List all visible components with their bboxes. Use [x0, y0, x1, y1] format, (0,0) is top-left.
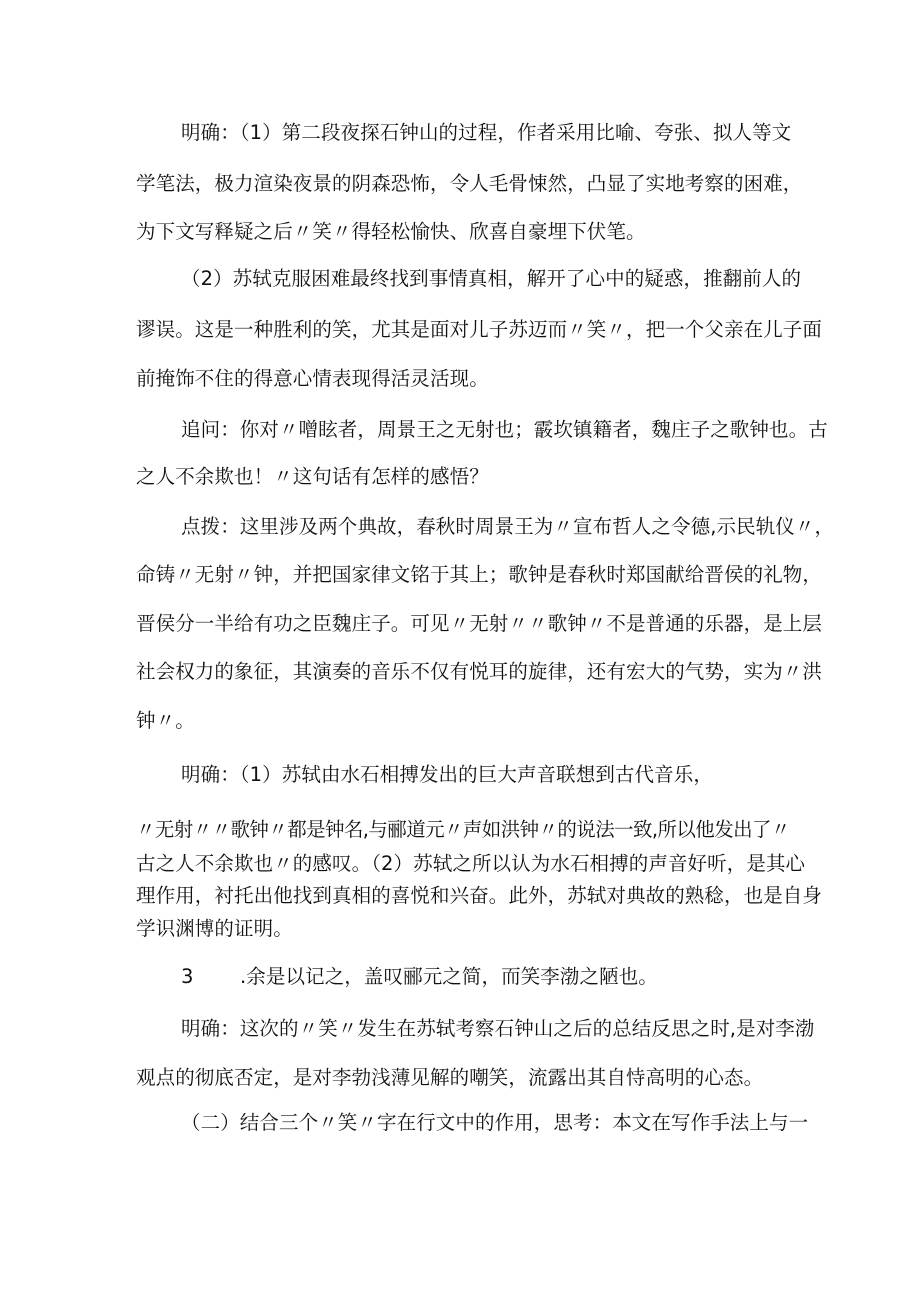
- list-number: 3: [181, 965, 194, 988]
- text-line: 追问：你对〃噌眩者，周景王之无射也；霰坎镇籍者，魏庄子之歌钟也。古: [181, 418, 828, 441]
- text-line: 之人不余欺也！〃这句话有怎样的感悟？: [136, 465, 489, 488]
- text-line: 学笔法，极力渲染夜景的阴森恐怖，令人毛骨悚然，凸显了实地考察的困难，: [136, 172, 803, 195]
- text-line: （二）结合三个〃笑〃字在行文中的作用，思考：本文在写作手法上与一: [181, 1111, 809, 1134]
- text-line: 明确：（1）苏轼由水石相搏发出的巨大声音联想到古代音乐，: [181, 763, 713, 786]
- text-line: 前掩饰不住的得意心情表现得活灵活现。: [136, 367, 489, 390]
- text-line: 学识渊博的证明。: [136, 917, 293, 940]
- text-line: 谬误。这是一种胜利的笑，尤其是面对儿子苏迈而〃笑〃，把一个父亲在儿子面: [136, 318, 823, 341]
- text-line: 为下文写释疑之后〃笑〃得轻松愉快、欣喜自豪埋下伏笔。: [136, 220, 646, 243]
- text-line: 钟〃。: [136, 709, 195, 732]
- text-line: 古之人不余欺也〃的感叹。（2）苏轼之所以认为水石相搏的声音好听，是其心: [136, 852, 806, 875]
- text-line: 明确：（1）第二段夜探石钟山的过程，作者采用比喻、夸张、拟人等文: [181, 121, 792, 144]
- text-line: 明确：这次的〃笑〃发生在苏轼考察石钟山之后的总结反思之时,是对李渤: [181, 1017, 815, 1040]
- text-line: 晋侯分一半给有功之臣魏庄子。可见〃无射〃〃歌钟〃不是普通的乐器，是上层: [136, 612, 823, 635]
- text-line: 观点的彻底否定，是对李勃浅薄见解的嘲笑，流露出其自恃高明的心态。: [136, 1066, 764, 1089]
- text-line: 社会权力的象征，其演奏的音乐不仅有悦耳的旋律，还有宏大的气势，实为〃洪: [136, 660, 823, 683]
- text-line: .余是以记之，盖叹郦元之简，而笑李渤之陋也。: [240, 965, 658, 988]
- text-line: 〃无射〃〃歌钟〃都是钟名,与郦道元〃声如洪钟〃的说法一致,所以他发出了〃: [136, 818, 790, 841]
- text-line: 点拨：这里涉及两个典故，春秋时周景王为〃宣布哲人之令德,示民轨仪〃，: [181, 515, 835, 538]
- text-line: 理作用，衬托出他找到真相的喜悦和兴奋。此外，苏轼对典故的熟稔，也是自身: [136, 884, 823, 907]
- text-line: 命铸〃无射〃钟，并把国家律文铭于其上；歌钟是春秋时郑国献给晋侯的礼物，: [136, 563, 823, 586]
- text-line: （2）苏轼克服困难最终找到事情真相，解开了心中的疑惑，推翻前人的: [181, 267, 802, 290]
